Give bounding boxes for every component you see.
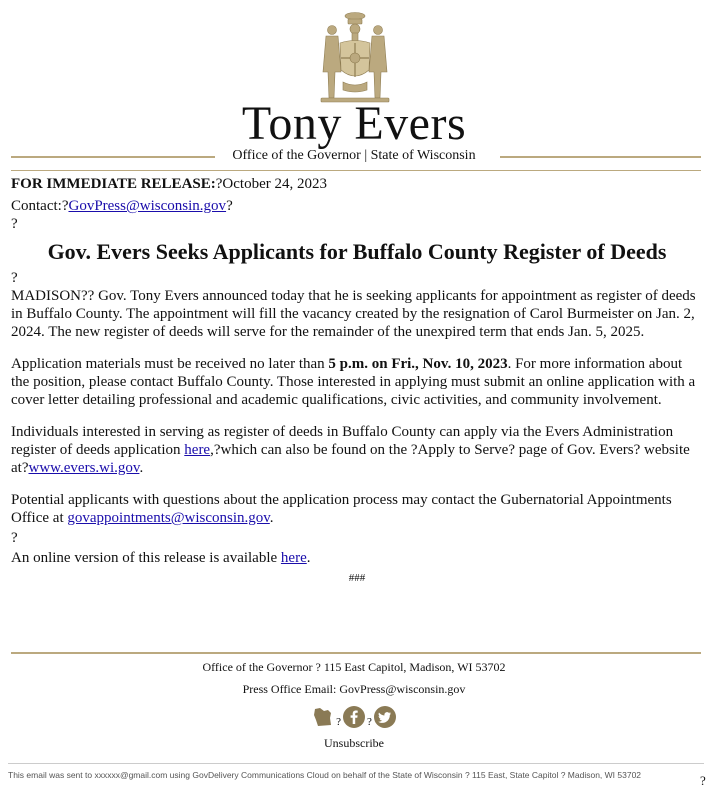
office-line: Office of the Governor | State of Wisconsin: [232, 148, 476, 163]
paragraph-apply: Individuals interested in serving as register of deeds in Buffalo County can apply via the Evers Administration register of deeds application here,?which can also be found on the ?Apply to Serve? page of Gov. Evers? website at?www.evers.wi.gov.: [11, 424, 690, 476]
release-label: FOR IMMEDIATE RELEASE:: [11, 176, 216, 192]
application-link[interactable]: here: [184, 442, 211, 458]
online-version-line: An online version of this release is available here.: [11, 550, 311, 566]
unsubscribe-link[interactable]: Unsubscribe: [324, 736, 384, 750]
appointments-email-link[interactable]: govappointments@wisconsin.gov: [67, 510, 270, 526]
letterhead: [0, 0, 708, 172]
twitter-icon[interactable]: [374, 706, 396, 728]
online-version-link[interactable]: here: [280, 550, 307, 566]
release-line: FOR IMMEDIATE RELEASE:?October 24, 2023: [11, 176, 327, 192]
footer-address: Office of the Governor ? 115 East Capitol, Madison, WI 53702: [202, 660, 506, 674]
contact-line: Contact:?GovPress@wisconsin.gov?: [11, 198, 233, 214]
paragraph-contact-appointments: Potential applicants with questions about the application process may contact the Gubernatorial Appointments Office at govappointments@wisconsin.gov.: [11, 492, 672, 526]
release-content: FOR IMMEDIATE RELEASE:?October 24, 2023 Contact:?GovPress@wisconsin.gov? ? Gov. Evers Seeks Applicants for Buffalo County Register of Deeds ? MADISON?? Gov. Tony Evers announced today that he is seeking applicants for appointment as register of deeds in Buffalo County. The appointment will fill the vacancy created by the resignation of Carol Burmeister on Jan. 2, 2024. The new register of deeds will serve for the remainder of the unexpired term that ends Jan. 5, 2025. Application materials must be received no later than 5 p.m. on Fri., Nov. 10, 2023. For more information about the position, please contact Buffalo County. Those interested in applying must submit an online application with a cover letter detailing professional and academic qualifications, civic activities, and community involvement. Individuals interested in serving as register of deeds in Buffalo County can apply via the Evers Administration register of deeds application here,?which can also be found on the ?Apply to Serve? page of Gov. Evers? website at?www.evers.wi.gov. Potential applicants with questions about the application process may contact the Gubernatorial Appointments Office at govappointments@wisconsin.gov. ? An online version of this release is available here. ###: [11, 174, 703, 587]
footer: [0, 660, 708, 750]
governor-name: Tony Evers: [241, 97, 467, 150]
deadline-text: 5 p.m. on Fri., Nov. 10, 2023: [328, 356, 508, 372]
social-icons: ? ?: [0, 704, 708, 728]
header-rule-bottom: [11, 170, 701, 171]
facebook-icon[interactable]: [343, 706, 365, 728]
wisconsin-seal-icon: [309, 10, 401, 104]
contact-email-link[interactable]: GovPress@wisconsin.gov: [68, 198, 227, 214]
footer-press-email: Press Office Email: GovPress@wisconsin.gov: [242, 682, 466, 696]
legal-divider: [8, 763, 704, 764]
legal-notice: This email was sent to xxxxxx@gmail.com using GovDelivery Communications Cloud on behalf of the State of Wisconsin ? 115 East, State Capitol ? Madison, WI 53702: [8, 770, 642, 780]
wisconsin-state-icon[interactable]: [312, 706, 334, 728]
evers-website-link[interactable]: www.evers.wi.gov: [28, 460, 140, 476]
paragraph-deadline: Application materials must be received no later than 5 p.m. on Fri., Nov. 10, 2023. For more information about the position, please contact Buffalo County. Those interested in applying must submit an online application with a cover letter detailing professional and academic qualifications, civic activities, and community involvement.: [11, 356, 696, 408]
footer-rule: [11, 652, 701, 654]
end-marks: ###: [348, 572, 366, 584]
release-date: October 24, 2023: [222, 176, 327, 192]
headline: Gov. Evers Seeks Applicants for Buffalo County Register of Deeds: [47, 239, 667, 264]
paragraph-announcement: MADISON?? Gov. Tony Evers announced today that he is seeking applicants for appointment as register of deeds in Buffalo County. The appointment will fill the vacancy created by the resignation of Carol Burmeister on Jan. 2, 2024. The new register of deeds will serve for the remainder of the unexpired term that ends Jan. 5, 2025.: [11, 288, 696, 340]
